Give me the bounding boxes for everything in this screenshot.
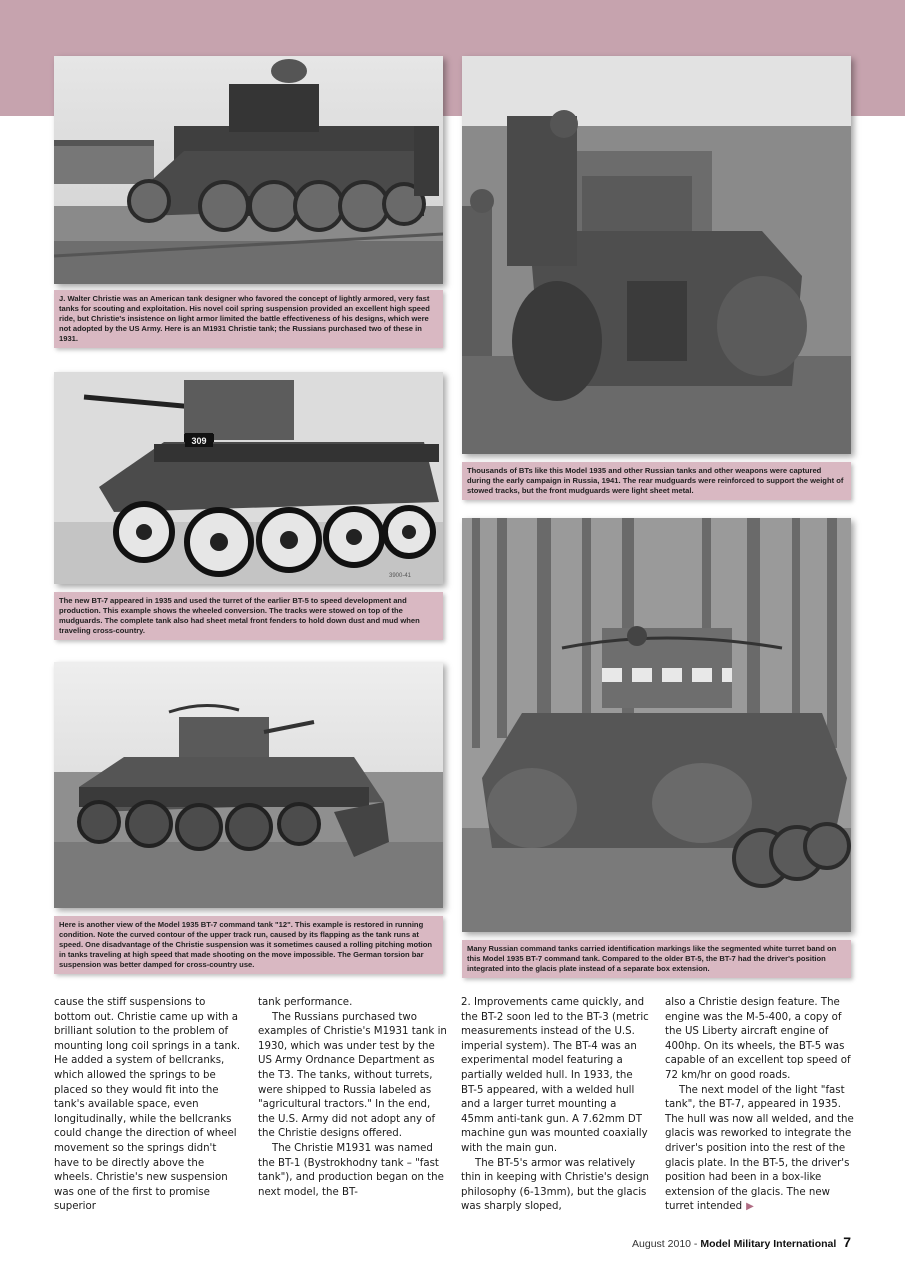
photo-corner-mark: 3900-41 — [389, 573, 412, 579]
caption-captured-bt: Thousands of BTs like this Model 1935 and other Russian tanks and other weapons were captured during the early campaign in Russia, 1941. The rear mudguards were reinforced to support the weight of stowed tracks, but the front mudguards were light sheet metal. — [462, 462, 851, 500]
photo-christie-m1931 — [54, 56, 443, 284]
photo-command-markings — [462, 518, 851, 932]
photo-bt7-command-12 — [54, 662, 443, 908]
caption-christie-m1931: J. Walter Christie was an American tank designer who favored the concept of lightly armored, very fast tanks for scouting and exploitation. His novel coil spring suspension provided an excellent high speed ride, but Christie's insistence on light armor limited the battle effectiveness of his designs, which were not adopted by the US Army. Here is an M1931 Christie tank; the Russians purchased two of these in 1931. — [54, 290, 443, 348]
body-paragraph: The BT-5's armor was relatively thin in keeping with Christie's design philosophy (6-13mm), but the glacis was sharply sloped, — [461, 1157, 650, 1213]
footer-magazine-name: Model Military International — [700, 1238, 837, 1250]
body-column-2 — [258, 996, 448, 1200]
footer-date: August 2010 - — [632, 1238, 698, 1250]
continue-arrow-icon: ▶ — [746, 1201, 754, 1213]
photo-captured-bt — [462, 56, 851, 454]
body-paragraph: The next model of the light "fast tank", the BT-7, appeared in 1935. The hull was now all welded, and the glacis was reworked to integrate the driver's position into the rest of the glacis plate. In the BT-5, the driver's position had been in a box-like extension of the glacis. The new turret intended — [665, 1084, 854, 1213]
caption-bt7-1935: The new BT-7 appeared in 1935 and used the turret of the earlier BT-5 to speed development and production. This example shows the wheeled conversion. The tracks were stowed on top of the mudguards. The complete tank also had sheet metal front fenders to hold down dust and mud when traveling cross-country. — [54, 592, 443, 640]
page-footer — [632, 1234, 851, 1250]
body-column-4 — [665, 996, 855, 1215]
body-column-1 — [54, 996, 244, 1215]
body-paragraph: cause the stiff suspensions to bottom out. Christie came up with a brilliant solution to the problem of mounting long coil springs in a tank. He added a system of bellcranks, which allowed the springs to be placed so they would fit into the tank's available space, even longitudinally, while the bellcranks could change the direction of wheel movement so the springs didn't have to be directly above the wheels. Christie's new suspension was one of the first to promise superior — [54, 997, 241, 1213]
photo-bt7-309 — [54, 372, 443, 584]
body-paragraph: The Russians purchased two examples of Christie's M1931 tank in 1930, which was under test by the US Army Ordnance Department as the T3. The tanks, without turrets, were shipped to Russia labeled as "agricultural tractors." In the end, the U.S. Army did not adopt any of the Christie designs offered. — [258, 1011, 447, 1140]
body-paragraph: also a Christie design feature. The engine was the M-5-400, a copy of the US Liberty aircraft engine of 400hp. On its wheels, the BT-5 was capable of an excellent top speed of 72 km/hr on good roads. — [665, 997, 851, 1081]
body-paragraph: The Christie M1931 was named the BT-1 (Bystrokhodny tank – "fast tank"), and production began on the next model, the BT- — [258, 1142, 444, 1198]
caption-command-markings: Many Russian command tanks carried identification markings like the segmented white turret band on this Model 1935 BT-7 command tank. Compared to the older BT-5, the BT-7 had the driver's position integrated into the glacis plate instead of a separate box extension. — [462, 940, 851, 978]
body-paragraph: tank performance. — [258, 997, 353, 1008]
body-column-3 — [461, 996, 651, 1215]
caption-bt7-command: Here is another view of the Model 1935 BT-7 command tank "12". This example is restored in running condition. Note the curved contour of the upper track run, caused by its flapping as the tank runs at speed. One disadvantage of the Christie suspension was it sometimes caused a rolling pitching motion in tanks traveling at high speed that made shooting on the move impossible. The German torsion bar suspension was better damped for cross-country use. — [54, 916, 443, 974]
page-number: 7 — [843, 1234, 851, 1250]
turret-number-309: 309 — [191, 436, 207, 446]
body-paragraph: 2. Improvements came quickly, and the BT-2 soon led to the BT-3 (metric measurements instead of the U.S. imperial system). The BT-4 was an experimental model featuring a partially welded hull. In 1933, the BT-5 appeared, with a welded hull and a larger turret mounting a 45mm anti-tank gun. A 7.62mm DT machine gun was mounted coaxially with the main gun. — [461, 997, 649, 1154]
